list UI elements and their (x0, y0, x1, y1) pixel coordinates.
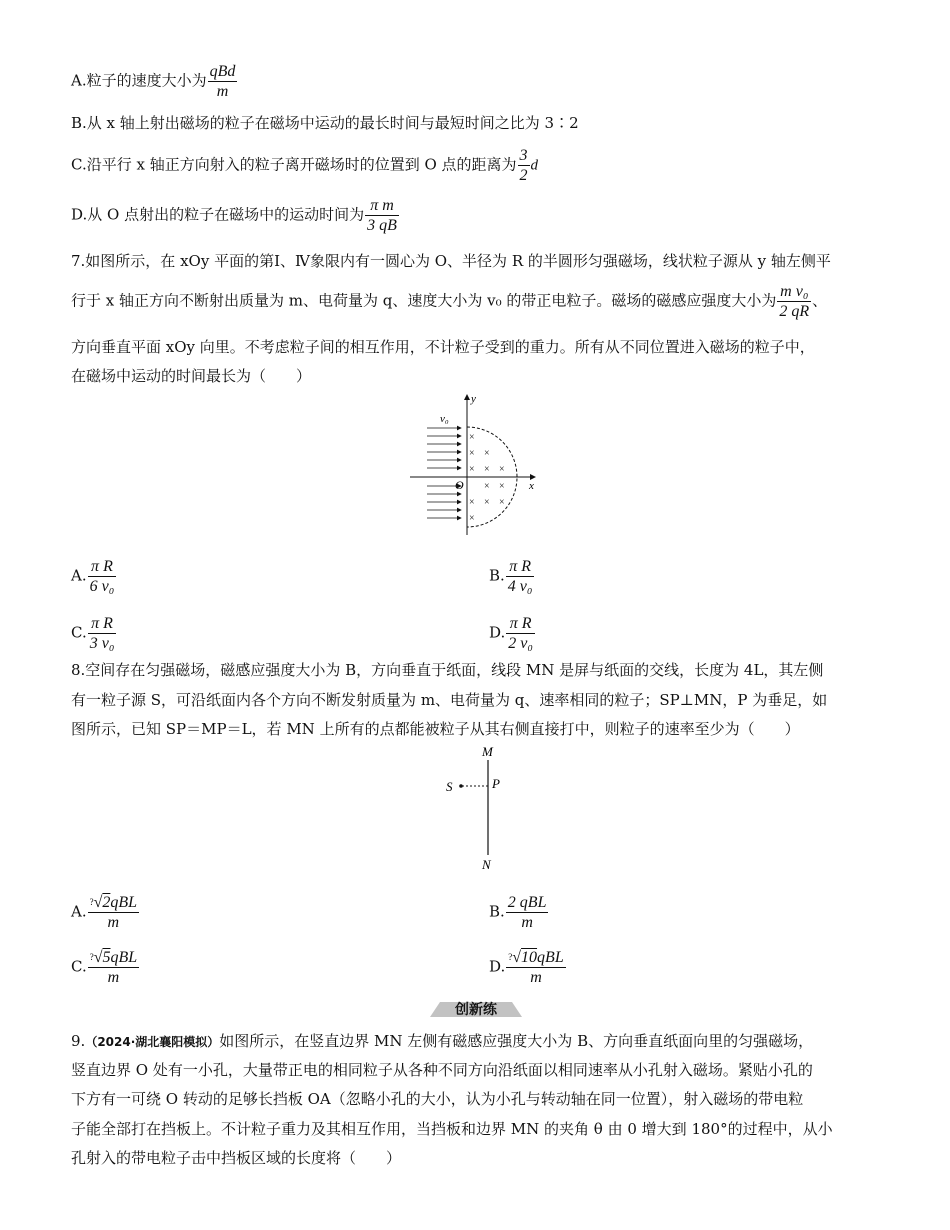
svg-text:×: × (484, 464, 490, 475)
section-title: 创新练 (455, 1002, 497, 1018)
q8-stem-line-1: 8.空间存在匀强磁场，磁感应强度大小为 B，方向垂直于纸面，线段 MN 是屏与纸面的交线，长度为 4L，其左侧 (71, 661, 824, 679)
section-banner (430, 998, 522, 1020)
q9-source-tag: （2024·湖北襄阳模拟） (85, 1035, 220, 1049)
svg-text:×: × (469, 513, 475, 524)
y-axis-label: y (471, 393, 476, 405)
q7-option-a[interactable]: A. $\frac{\text{π R}}{\text{6 v₀}}$ (71, 558, 115, 595)
particle-beam-arrows (427, 428, 461, 518)
q8-option-a[interactable]: A. $\frac{^?√2qBL}{m}$ (71, 894, 138, 931)
q6-option-a[interactable]: A.粒子的速度大小为 $\frac{\text{qBd}}{m}$ (71, 63, 236, 100)
label-p: P (492, 776, 500, 791)
svg-text:×: × (469, 497, 475, 508)
q9-stem-line-4: 子能全部打在挡板上。不计粒子重力及其相互作用，当挡板和边界 MN 的夹角 θ 由 0 增大到 180°的过程中，从小 (71, 1120, 833, 1138)
q6-option-d-fraction: $\frac{\text{π m}}{3 qB}$ (367, 197, 397, 234)
q9-stem-line-3: 下方有一可绕 O 转动的足够长挡板 OA（忽略小孔的大小，认为小孔与转动轴在同一位置），射入磁场的带电粒 (71, 1090, 804, 1108)
svg-text:×: × (499, 464, 505, 475)
q9-stem-line-1: 9.（2024·湖北襄阳模拟）如图所示，在竖直边界 MN 左侧有磁感应强度大小为 B、方向垂直纸面向里的匀强磁场， (71, 1032, 814, 1050)
q7-option-c[interactable]: C. $\frac{\text{π R}}{\text{3 v₀}}$ (71, 615, 115, 652)
q7-option-d[interactable]: D. $\frac{\text{π R}}{\text{2 v₀}}$ (489, 615, 533, 652)
svg-text:×: × (484, 497, 490, 508)
q8-option-b[interactable]: B. $\frac{\text{2 qBL}}{m}$ (489, 894, 547, 931)
svg-text:×: × (469, 448, 475, 459)
q9-stem-line-5: 孔射入的带电粒子击中挡板区域的长度将（ ） (71, 1149, 402, 1167)
svg-text:×: × (469, 432, 475, 443)
svg-text:×: × (499, 497, 505, 508)
q8-figure (440, 742, 520, 874)
field-into-page-marks (469, 432, 505, 524)
q6-option-c[interactable]: C.沿平行 x 轴正方向射入的粒子离开磁场时的位置到 O 点的距离为 $\frac{3}{2}$ d (71, 147, 539, 184)
q6-option-d[interactable]: D.从 O 点射出的粒子在磁场中的运动时间为 $\frac{\text{π m}}{3 qB}$ (71, 197, 397, 234)
svg-text:×: × (499, 481, 505, 492)
label-n: N (482, 857, 491, 872)
q8-stem-line-3: 图所示，已知 SP＝MP＝L，若 MN 上所有的点都能被粒子从其右侧直接打中，则粒子的速率至少为（ ） (71, 720, 800, 738)
svg-text:×: × (484, 481, 490, 492)
svg-text:×: × (469, 464, 475, 475)
q7-field-fraction: $\frac{\text{m v₀}}{2 qR}$ (779, 283, 810, 320)
q8-option-c[interactable]: C. $\frac{^?√5qBL}{m}$ (71, 949, 138, 986)
particle-source-s (459, 784, 463, 788)
q7-stem-line-1: 7.如图所示，在 xOy 平面的第Ⅰ、Ⅳ象限内有一圆心为 O、半径为 R 的半圆形匀强磁场，线状粒子源从 y 轴左侧平 (71, 252, 831, 270)
label-m: M (482, 744, 493, 759)
q8-stem-line-2: 有一粒子源 S，可沿纸面内各个方向不断发射质量为 m、电荷量为 q、速率相同的粒子；SP⊥MN，P 为垂足，如 (71, 691, 828, 709)
v0-label: v₀ (440, 413, 449, 425)
q6-option-c-fraction: $\frac{3}{2}$ (519, 147, 528, 184)
q6-option-b[interactable]: B.从 x 轴上射出磁场的粒子在磁场中运动的最长时间与最短时间之比为 3∶2 (71, 114, 579, 132)
q7-option-b[interactable]: B. $\frac{\text{π R}}{\text{4 v₀}}$ (489, 558, 533, 595)
q7-stem-line-2: 行于 x 轴正方向不断射出质量为 m、电荷量为 q、速度大小为 v₀ 的带正电粒子。磁场的磁感应强度大小为 $\frac{\text{m v₀}}{2 qR}$ 、 (71, 283, 828, 320)
origin-label: O (455, 478, 464, 492)
q7-figure (405, 390, 545, 535)
x-axis-label: x (529, 480, 534, 492)
q7-stem-line-4: 在磁场中运动的时间最长为（ ） (71, 367, 312, 385)
q8-option-d[interactable]: D. $\frac{^?√10qBL}{m}$ (489, 949, 564, 986)
label-s: S (446, 779, 453, 794)
q7-stem-line-3: 方向垂直平面 xOy 向里。不考虑粒子间的相互作用，不计粒子受到的重力。所有从不同位置进入磁场的粒子中， (71, 338, 815, 356)
q9-stem-line-2: 竖直边界 O 处有一小孔，大量带正电的相同粒子从各种不同方向沿纸面以相同速率从小孔射入磁场。紧贴小孔的 (71, 1061, 813, 1079)
q6-option-a-fraction: $\frac{\text{qBd}}{m}$ (209, 63, 236, 100)
svg-text:×: × (484, 448, 490, 459)
